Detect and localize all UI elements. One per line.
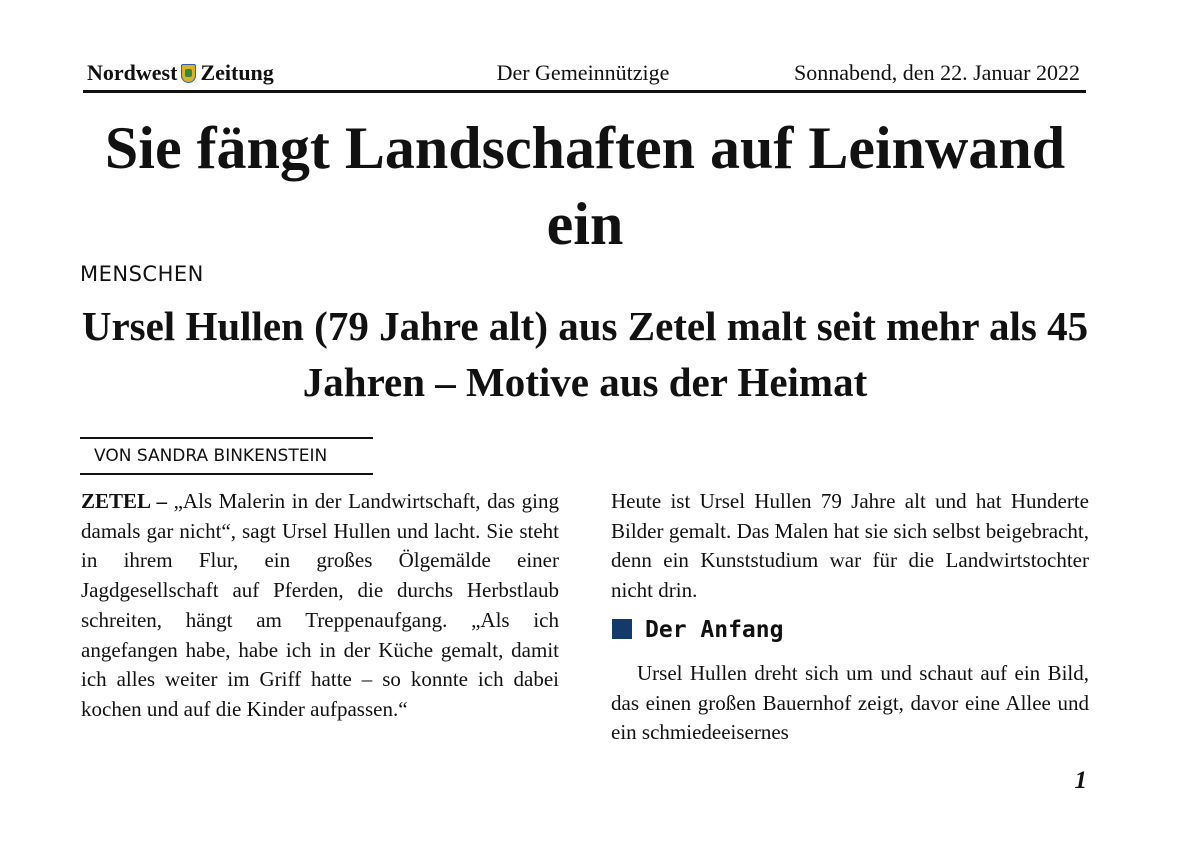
coat-of-arms-icon [181, 64, 196, 83]
paragraph-2: Heute ist Ursel Hullen 79 Jahre alt und hat Hunderte Bilder gemalt. Das Malen hat sie sich selbst beigebracht, denn ein Kunststudium war für die Landwirtstochter nicht drin. [611, 489, 1089, 603]
byline [80, 437, 373, 475]
square-marker-icon [612, 619, 632, 639]
page-number: 1 [1074, 767, 1087, 794]
dateline: ZETEL – [81, 489, 167, 513]
newspaper-brand [87, 60, 274, 86]
headline: Sie fängt Landschaften auf Leinwand ein [104, 115, 1066, 257]
kicker: MENSCHEN [80, 262, 204, 286]
byline-text: VON SANDRA BINKENSTEIN [94, 446, 328, 466]
subheadline: Ursel Hullen (79 Jahre alt) aus Zetel malt seit mehr als 45 Jahren – Motive aus der Heimat [81, 303, 1089, 405]
issue-date: Sonnabend, den 22. Januar 2022 [794, 60, 1080, 85]
section-heading-text: Der Anfang [645, 617, 784, 643]
section-heading [612, 617, 783, 643]
section-name: Der Gemeinnützige [496, 60, 670, 85]
masthead [83, 56, 1086, 93]
brand-name-right: Zeitung [200, 60, 274, 85]
paragraph-3: Ursel Hullen dreht sich um und schaut auf ein Bild, das einen großen Bauernhof zeigt, davor eine Allee und ein schmiedeeisernes [611, 661, 1089, 745]
paragraph-1: „Als Malerin in der Landwirtschaft, das ging damals gar nicht“, sagt Ursel Hullen und lacht. Sie steht in ihrem Flur, ein großes Ölgemälde einer Jagdgesellschaft auf Pferden, die durchs Herbstlaub schreiten, hängt am Treppenaufgang. „Als ich angefangen habe, habe ich in der Küche gemalt, damit ich alles weiter im Griff hatte – so konnte ich dabei kochen und auf die Kinder aufpassen.“ [81, 489, 559, 721]
brand-name-left: Nordwest [87, 60, 178, 85]
article-column-left [81, 487, 559, 725]
